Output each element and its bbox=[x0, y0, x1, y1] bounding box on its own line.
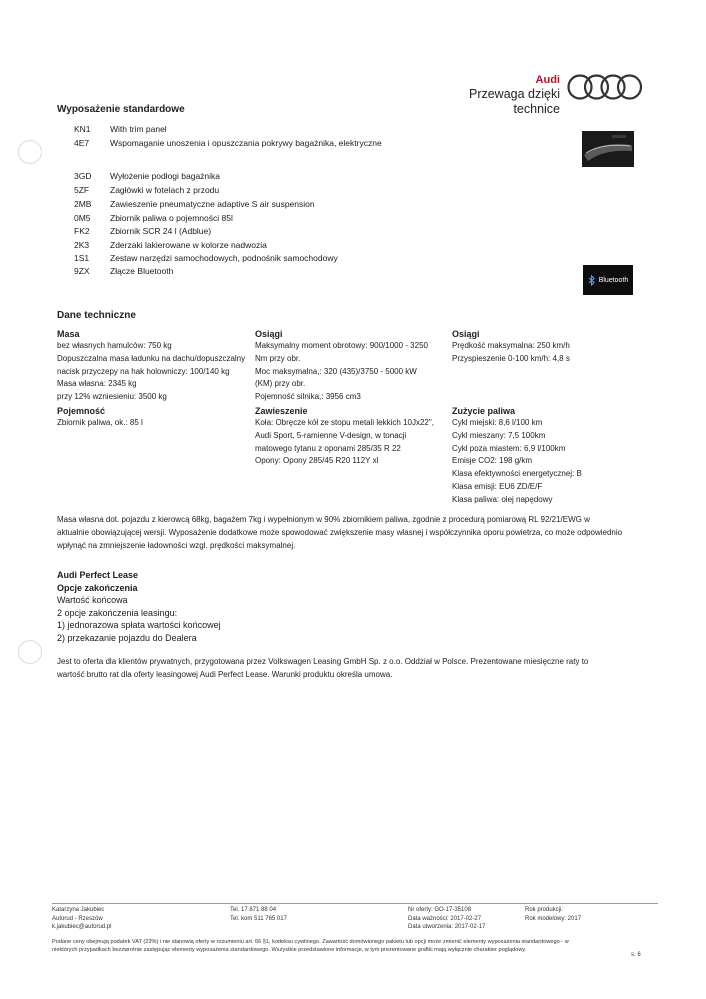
lease-line: 1) jednorazowa spłata wartości końcowej bbox=[57, 620, 221, 630]
tech-title: Dane techniczne bbox=[57, 310, 136, 321]
lease-subtitle: Opcje zakończenia bbox=[57, 582, 138, 593]
equipment-code: KN1 bbox=[74, 124, 91, 134]
equipment-code: 0M5 bbox=[74, 213, 91, 223]
trunk-cover-image bbox=[582, 131, 634, 167]
equipment-label: Złącze Bluetooth bbox=[110, 266, 174, 276]
equipment-label: Zderzaki lakierowane w kolorze nadwozia bbox=[110, 240, 267, 250]
equipment-code: 5ZF bbox=[74, 185, 90, 195]
offer-line: Jest to oferta dla klientów prywatnych, przygotowana przez Volkswagen Leasing GmbH Sp. z o.o. Oddział w Polsce. Prezentowane miesięczne raty to bbox=[57, 657, 589, 666]
brand-block bbox=[420, 74, 560, 117]
masa-line: przy 12% wzniesieniu: 3500 kg bbox=[57, 392, 167, 402]
brand-claim: Przewaga dzięki technice bbox=[468, 87, 560, 116]
osiagi-right-line: Przyspieszenie 0-100 km/h: 4,8 s bbox=[452, 353, 570, 363]
equipment-item bbox=[74, 266, 173, 277]
legal-line: Podane ceny obejmują podatek VAT (23%) i nie stanowią oferty w rozumieniu art. 66 §1, kodeksu cywilnego. Zawartość domówionego pakietu lub opcji może zmienić elementy wyposażenia standardowego - w bbox=[52, 939, 569, 945]
equipment-item bbox=[74, 171, 220, 182]
osiagi-right-head: Osiągi bbox=[452, 329, 480, 339]
zawieszenie-line: Audi Sport, 5-ramienne V-design, w tonacji bbox=[255, 430, 407, 440]
equipment-code: 3GD bbox=[74, 171, 92, 181]
footer-contact bbox=[52, 906, 111, 932]
equipment-code: FK2 bbox=[74, 226, 90, 236]
offer-created: Data utworzenia: 2017-02-17 bbox=[408, 924, 486, 931]
equipment-code: 1S1 bbox=[74, 253, 90, 263]
offer-line: wartość brutto rat dla oferty leasingowej Audi Perfect Lease. Warunki produktu określa umowa. bbox=[57, 670, 393, 679]
legal-text bbox=[52, 938, 652, 954]
note-line: Masa własna dot. pojazdu z kierowcą 68kg, bagażem 7kg i wypełnionym w 90% zbiornikiem paliwa, zgodnie z procedurą pomiarową RL 92/21/EWG w bbox=[57, 515, 590, 524]
footer-divider bbox=[52, 903, 658, 904]
zawieszenie-block bbox=[255, 405, 434, 468]
osiagi-mid-line: Moc maksymalna,: 320 (435)/3750 - 5000 kW bbox=[255, 366, 417, 376]
page-number: s. 6 bbox=[631, 952, 641, 958]
offer-number: Nr oferty: GO-17-35108 bbox=[408, 907, 472, 913]
masa-line: Masa własna: 2345 kg bbox=[57, 379, 137, 389]
osiagi-mid-head: Osiągi bbox=[255, 329, 283, 339]
equipment-item bbox=[74, 124, 167, 135]
equipment-item bbox=[74, 226, 211, 237]
contact-email[interactable]: k.jakubiec@autorud.pl bbox=[52, 924, 112, 931]
audi-rings-logo bbox=[566, 72, 644, 102]
equipment-label: Zbiornik paliwa o pojemności 85l bbox=[110, 213, 233, 223]
zawieszenie-line: matowego tytanu z oponami 285/35 R 22 bbox=[255, 443, 401, 453]
equipment-label: Zawieszenie pneumatyczne adaptive S air suspension bbox=[110, 199, 315, 209]
pojemnosc-block bbox=[57, 405, 143, 430]
mobile: Tel. kom 511 765 017 bbox=[230, 915, 287, 922]
osiagi-mid-block bbox=[255, 328, 428, 404]
masa-head: Masa bbox=[57, 329, 80, 339]
osiagi-right-line: Prędkość maksymalna: 250 km/h bbox=[452, 341, 570, 350]
osiagi-right-block bbox=[452, 328, 570, 366]
equipment-label: With trim panel bbox=[110, 124, 167, 134]
brand-name: Audi bbox=[535, 74, 560, 86]
lease-offer-note bbox=[57, 655, 588, 681]
masa-line: bez własnych hamulców: 750 kg bbox=[57, 341, 172, 350]
lease-line: 2 opcje zakończenia leasingu: bbox=[57, 607, 178, 618]
pojemnosc-line: Zbiornik paliwa, ok.: 85 l bbox=[57, 418, 143, 427]
equipment-label: Zagłówki w fotelach z przodu bbox=[110, 185, 220, 195]
zawieszenie-line: Koła: Obręcze kół ze stopu metali lekkich 10Jx22", bbox=[255, 418, 434, 427]
equipment-title: Wyposażenie standardowe bbox=[57, 104, 185, 115]
equipment-code: 2MB bbox=[74, 199, 92, 209]
osiagi-mid-line: Pojemność silnika,: 3956 cm3 bbox=[255, 392, 361, 402]
equipment-code: 4E7 bbox=[74, 138, 90, 148]
lease-line: 2) przekazanie pojazdu do Dealera bbox=[57, 632, 197, 643]
zuzycie-line: Cykl poza miastem: 6,9 l/100km bbox=[452, 443, 566, 453]
equipment-item bbox=[74, 240, 267, 251]
masa-block bbox=[57, 328, 245, 404]
offer-valid: Data ważności: 2017-02-27 bbox=[408, 915, 482, 922]
punch-hole bbox=[18, 140, 42, 164]
model-year: Rok modelowy: 2017 bbox=[525, 915, 582, 922]
zuzycie-line: Cykl miejski: 8,6 l/100 km bbox=[452, 418, 543, 427]
equipment-label: Zestaw narzędzi samochodowych, podnośnik samochodowy bbox=[110, 253, 338, 263]
equipment-item bbox=[74, 199, 315, 210]
note-line: wpłynąć na zmniejszenie ładowności wzgl. prędkości maksymalnej. bbox=[57, 541, 296, 550]
legal-line: niektórych przypadkach bezzwrotnie zastępując elementy wyposażenia standardowego. Wszystkie przedstawione informacje, w tym prezentowane grafiki mają wyłącznie charakter poglądowy. bbox=[52, 947, 527, 954]
equipment-code: 2K3 bbox=[74, 240, 90, 250]
bluetooth-badge-label: Bluetooth bbox=[598, 276, 629, 284]
equipment-code: 9ZX bbox=[74, 266, 90, 276]
bluetooth-badge bbox=[583, 265, 633, 295]
zuzycie-block bbox=[452, 405, 582, 507]
note-line: aktualnie obowiązującej wersji. Wyposażenie dodatkowe może spowodować zwiększenie masy własnej i współczynnika oporu powietrza, co może odpowiednio bbox=[57, 528, 623, 537]
zuzycie-line: Emisje CO2: 198 g/km bbox=[452, 456, 533, 466]
osiagi-mid-line: (KM) przy obr. bbox=[255, 379, 306, 389]
mass-note bbox=[57, 513, 622, 552]
footer-offer bbox=[408, 906, 485, 932]
masa-line: nacisk przyczepy na hak holowniczy: 100/140 kg bbox=[57, 366, 230, 376]
zawieszenie-line: Opony: Opony 285/45 R20 112Y xl bbox=[255, 456, 379, 466]
zuzycie-line: Cykl mieszany: 7,5 100km bbox=[452, 430, 546, 440]
equipment-label: Wyłożenie podłogi bagażnika bbox=[110, 171, 221, 181]
equipment-item bbox=[74, 138, 382, 149]
zuzycie-line: Klasa paliwa: olej napędowy bbox=[452, 494, 553, 504]
pojemnosc-head: Pojemność bbox=[57, 406, 106, 416]
equipment-item bbox=[74, 253, 338, 264]
equipment-label: Wspomaganie unoszenia i opuszczania pokrywy bagażnika, elektryczne bbox=[110, 138, 382, 148]
zawieszenie-head: Zawieszenie bbox=[255, 406, 308, 416]
lease-title: Audi Perfect Lease bbox=[57, 570, 139, 580]
contact-name: Katarzyna Jakubiec bbox=[52, 907, 105, 913]
footer-year bbox=[525, 906, 581, 923]
zuzycie-line: Klasa efektywności energetycznej: B bbox=[452, 469, 582, 479]
equipment-item bbox=[74, 185, 219, 196]
zuzycie-line: Klasa emisji: EU6 ZD/E/F bbox=[452, 481, 543, 491]
equipment-item bbox=[74, 213, 233, 224]
punch-hole bbox=[18, 640, 42, 664]
equipment-label: Zbiornik SCR 24 l (Adblue) bbox=[110, 226, 212, 236]
osiagi-mid-line: Maksymalny moment obrotowy: 900/1000 - 3250 bbox=[255, 341, 428, 350]
contact-dealer: Autorud - Rzeszów bbox=[52, 915, 103, 922]
lease-block bbox=[57, 569, 221, 644]
masa-line: Dopuszczalna masa ładunku na dachu/dopuszczalny bbox=[57, 353, 246, 363]
production-year: Rok produkcji: bbox=[525, 907, 564, 913]
bluetooth-icon bbox=[588, 275, 596, 286]
osiagi-mid-line: Nm przy obr. bbox=[255, 353, 301, 363]
zuzycie-head: Zużycie paliwa bbox=[452, 406, 516, 416]
phone: Tel. 17 871 88 04 bbox=[230, 907, 277, 913]
footer-phones bbox=[230, 906, 287, 923]
lease-line: Wartość końcowa bbox=[57, 595, 128, 605]
